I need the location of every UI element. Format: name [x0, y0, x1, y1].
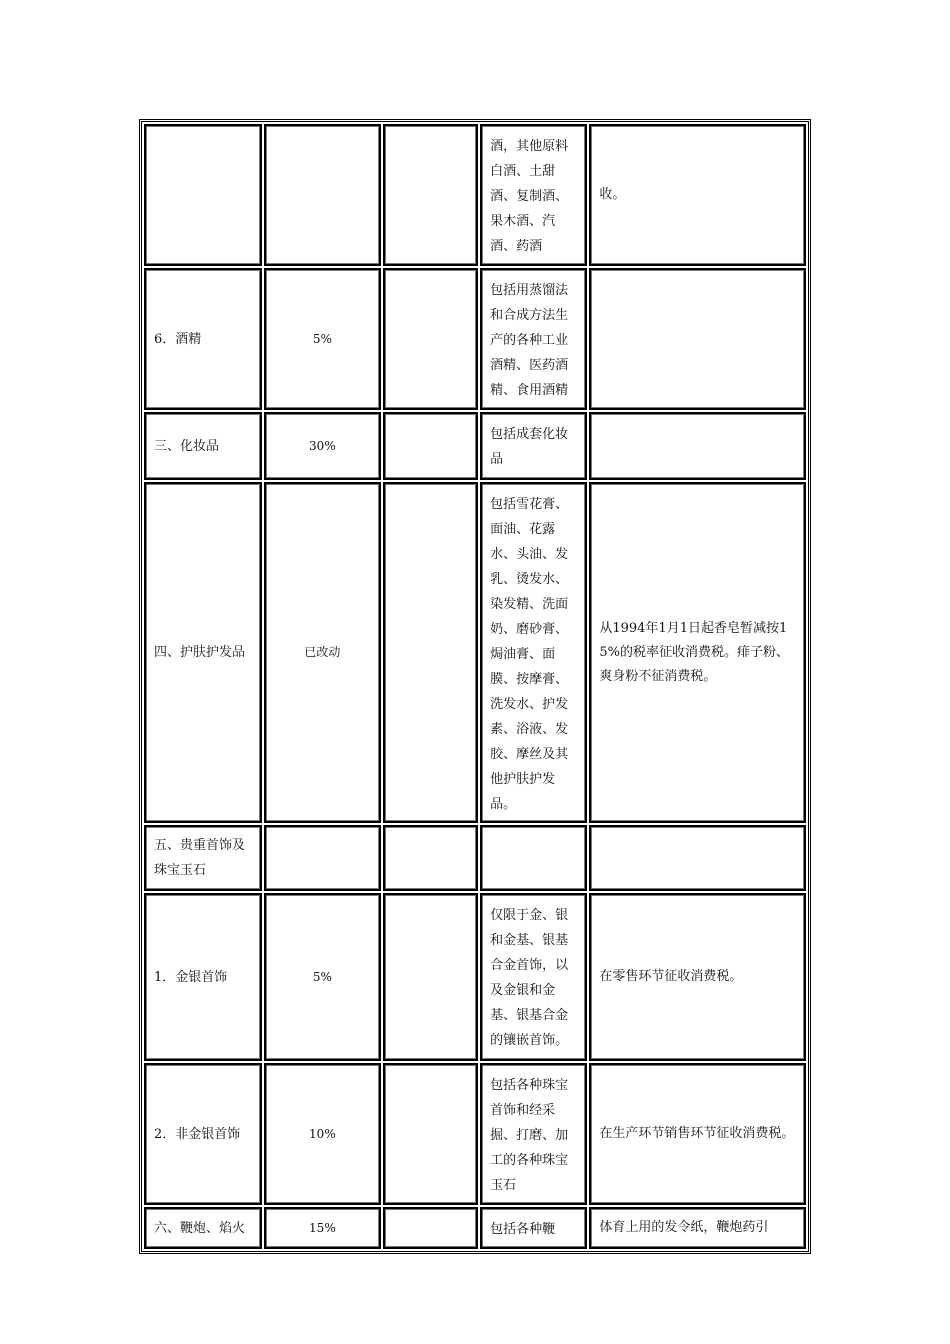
- table-row: [144, 1063, 806, 1205]
- item-name-cell: 五、贵重首饰及珠宝玉石: [144, 825, 262, 891]
- table-row: [144, 124, 806, 266]
- scope-description-cell: 包括雪花膏、面油、花露水、头油、发乳、烫发水、染发精、洗面奶、磨砂膏、焗油膏、面膜、按摩膏、洗发水、护发素、浴液、发胶、摩丝及其他护肤护发品。: [480, 482, 587, 823]
- note-cell: 从1994年1月1日起香皂暂减按15%的税率征收消费税。痱子粉、爽身粉不征消费税。: [589, 482, 806, 823]
- scope-description-cell: 酒，其他原料白酒、土甜酒、复制酒、果木酒、汽酒、药酒: [480, 124, 587, 266]
- item-name-cell: 三、化妆品: [144, 412, 262, 480]
- scope-description-cell: 包括成套化妆品: [480, 412, 587, 480]
- scope-description-cell: 包括用蒸馏法和合成方法生产的各种工业酒精、医药酒精、食用酒精: [480, 268, 587, 410]
- item-name-cell: 6．酒精: [144, 268, 262, 410]
- note-cell: 体育上用的发令纸，鞭炮药引: [589, 1207, 806, 1249]
- blank-cell: [383, 412, 478, 480]
- item-name-cell: 四、护肤护发品: [144, 482, 262, 823]
- item-name-cell: 2．非金银首饰: [144, 1063, 262, 1205]
- tax-rate-cell: 已改动: [264, 482, 382, 823]
- tax-rate-cell: 5%: [264, 893, 382, 1061]
- blank-cell: [383, 1063, 478, 1205]
- tax-rate-table: [139, 119, 811, 1254]
- note-cell: 在生产环节销售环节征收消费税。: [589, 1063, 806, 1205]
- tax-rate-cell: 10%: [264, 1063, 382, 1205]
- blank-cell: [383, 124, 478, 266]
- note-cell: 在零售环节征收消费税。: [589, 893, 806, 1061]
- tax-rate-cell: 15%: [264, 1207, 382, 1249]
- table-row: [144, 1207, 806, 1249]
- scope-description-cell: 包括各种鞭: [480, 1207, 587, 1249]
- item-name-cell: 六、鞭炮、焰火: [144, 1207, 262, 1249]
- table-row: [144, 825, 806, 891]
- table-row: [144, 412, 806, 480]
- note-cell: 收。: [589, 124, 806, 266]
- blank-cell: [383, 825, 478, 891]
- blank-cell: [383, 1207, 478, 1249]
- tax-rate-cell: [264, 825, 382, 891]
- item-name-cell: [144, 124, 262, 266]
- table-row: [144, 482, 806, 823]
- table-row: [144, 893, 806, 1061]
- blank-cell: [383, 893, 478, 1061]
- note-cell: [589, 412, 806, 480]
- scope-description-cell: 包括各种珠宝首饰和经采掘、打磨、加工的各种珠宝玉石: [480, 1063, 587, 1205]
- item-name-cell: 1．金银首饰: [144, 893, 262, 1061]
- note-cell: [589, 825, 806, 891]
- tax-rate-cell: [264, 124, 382, 266]
- scope-description-cell: 仅限于金、银和金基、银基合金首饰，以及金银和金基、银基合金的镶嵌首饰。: [480, 893, 587, 1061]
- blank-cell: [383, 268, 478, 410]
- scope-description-cell: [480, 825, 587, 891]
- blank-cell: [383, 482, 478, 823]
- table-row: [144, 268, 806, 410]
- tax-rate-cell: 30%: [264, 412, 382, 480]
- note-cell: [589, 268, 806, 410]
- tax-rate-cell: 5%: [264, 268, 382, 410]
